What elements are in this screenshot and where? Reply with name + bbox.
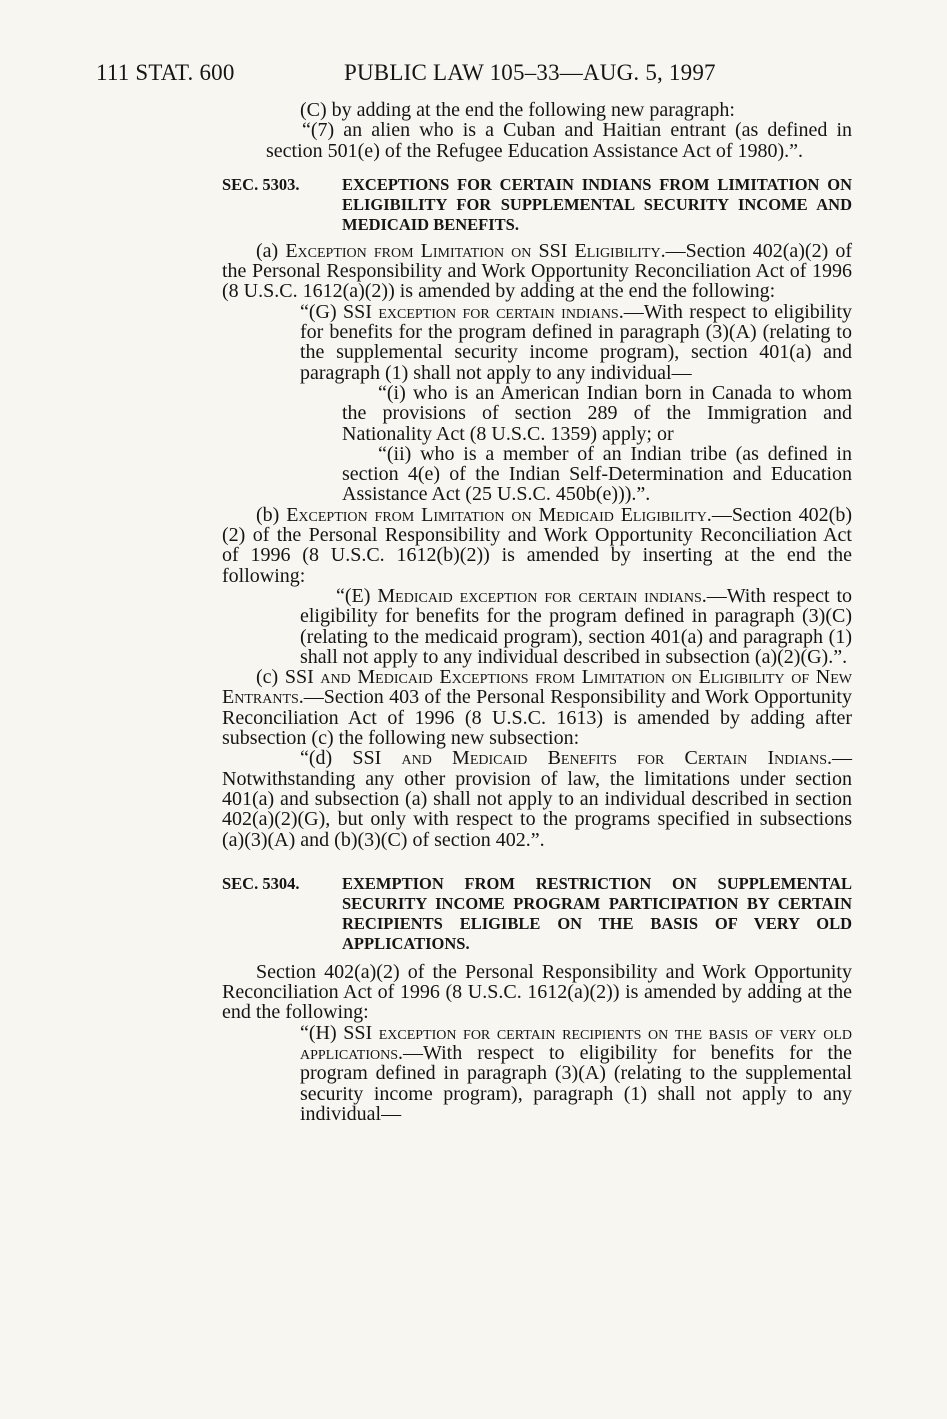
clause-i: “(i) who is an American Indian born in Canada to whom the provisions of section 289 of the Immigration and Nationality Act (8 U.S.C. 1359) apply; or	[342, 381, 852, 445]
paragraph-label: “(E)	[336, 584, 371, 607]
subsection-label: (a)	[256, 239, 279, 262]
subsection-text: —Section 402(a)(2) of the Personal Responsibility and Work Opportunity Reconciliation Act of 1996 (8 U.S.C. 1612(a)(2)) is amended by adding at the end the following:	[222, 239, 852, 303]
public-law-title: PUBLIC LAW 105–33—AUG. 5, 1997	[344, 60, 716, 85]
section-number: SEC. 5303.	[222, 174, 300, 194]
paragraph-e	[222, 586, 852, 667]
paragraph-label: “(G)	[300, 300, 337, 323]
subsection-label: (b)	[256, 503, 280, 526]
paragraph-heading: Medicaid exception for certain indians.	[377, 584, 707, 607]
subsection-a	[222, 241, 852, 302]
paragraph-text: —With respect to eligibility for benefits for the program defined in paragraph (3)(A) (relating to the supplemental security income program), section 401(a) and paragraph (1) shall not apply to any individual—	[300, 300, 853, 384]
section-5303-heading	[222, 175, 852, 235]
subsection-text: —Section 402(b)(2) of the Personal Responsibility and Work Opportunity Reconciliation Act of 1996 (8 U.S.C. 1612(b)(2)) is amended by inserting at the end the following:	[222, 503, 853, 587]
clause-ii: “(ii) who is a member of an Indian tribe (as defined in section 4(e) of the Indian Self-Determination and Education Assistance Act (25 U.S.C. 450b(e))).”.	[342, 442, 852, 506]
subsection-heading: SSI and Medicaid Benefits for Certain Indians.	[352, 747, 832, 770]
subsection-heading: Exception from Limitation on Medicaid Eligibility.	[286, 503, 712, 526]
section-number: SEC. 5304.	[222, 873, 300, 893]
subsection-heading: SSI and Medicaid Exceptions from Limitation on Eligibility of New Entrants.	[222, 666, 852, 709]
subsection-text: —Notwithstanding any other provision of law, the limitations under section 401(a) and subsection (a) shall not apply to an individual described in section 402(a)(2)(G), but only with respect to the programs specified in subsections (a)(3)(A) and (b)(3)(C) of section 402.”.	[222, 747, 852, 851]
paragraph-c: (C) by adding at the end the following new paragraph:	[300, 99, 735, 121]
paragraph-h	[222, 1023, 852, 1124]
section-title: EXCEPTIONS FOR CERTAIN INDIANS FROM LIMITATION ON ELIGIBILITY FOR SUPPLEMENTAL SECURITY INCOME AND MEDICAID BENEFITS.	[342, 174, 852, 234]
section-5304-text: Section 402(a)(2) of the Personal Responsibility and Work Opportunity Reconciliation Act of 1996 (8 U.S.C. 1612(a)(2)) is amended by adding at the end the following:	[222, 960, 852, 1024]
section-5304-heading	[222, 874, 852, 954]
paragraph-g	[222, 302, 852, 383]
paragraph-7: “(7) an alien who is a Cuban and Haitian entrant (as defined in section 501(e) of the Refugee Education Assistance Act of 1980).”.	[266, 119, 852, 162]
paragraph-label: “(H)	[300, 1021, 337, 1044]
paragraph-text: —With respect to eligibility for benefits for the program defined in paragraph (3)(C) (relating to the medicaid program), section 401(a) and paragraph (1) shall not apply to any individual described in subsection (a)(2)(G).”.	[300, 584, 852, 668]
subsection-b	[222, 505, 852, 586]
document-body	[222, 100, 852, 1124]
subsection-c	[222, 667, 852, 748]
subsection-label: “(d)	[300, 747, 333, 770]
subsection-d	[222, 748, 852, 849]
subsection-text: —Section 403 of the Personal Responsibility and Work Opportunity Reconciliation Act of 1996 (8 U.S.C. 1613) is amended by adding after subsection (c) the following new subsection:	[222, 686, 852, 750]
paragraph-heading: SSI exception for certain indians.	[343, 300, 624, 323]
paragraph-heading: SSI exception for certain recipients on the basis of very old applications.	[300, 1021, 853, 1064]
stat-page-number: 111 STAT. 600	[96, 60, 235, 85]
subsection-heading: Exception from Limitation on SSI Eligibility.	[285, 239, 666, 262]
paragraph-text: —With respect to eligibility for benefits for the program defined in paragraph (3)(A) (relating to the supplemental security income program), paragraph (1) shall not apply to any individual—	[300, 1041, 852, 1125]
subsection-label: (c)	[256, 666, 279, 689]
section-title: EXEMPTION FROM RESTRICTION ON SUPPLEMENTAL SECURITY INCOME PROGRAM PARTICIPATION BY CERTAIN RECIPIENTS ELIGIBLE ON THE BASIS OF VERY OLD APPLICATIONS.	[342, 873, 852, 953]
